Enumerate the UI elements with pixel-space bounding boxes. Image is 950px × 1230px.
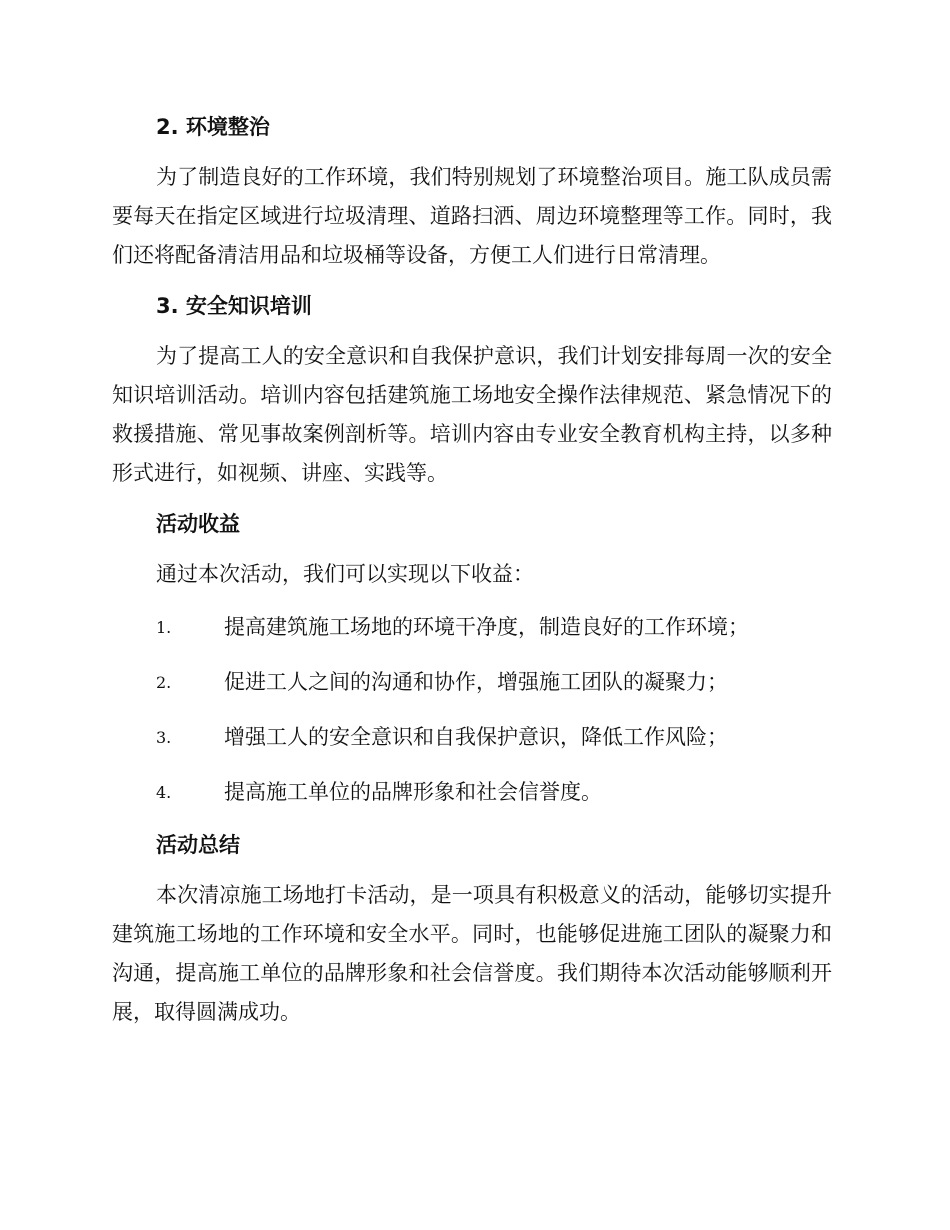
document-page xyxy=(112,110,832,1046)
list-item-text: 提高建筑施工场地的环境干净度，制造良好的工作环境； xyxy=(224,615,749,639)
benefits-list xyxy=(112,608,832,812)
list-item-number: 3. xyxy=(156,728,172,747)
list-item-number: 4. xyxy=(156,783,172,802)
list-item-number: 1. xyxy=(156,618,172,637)
section-heading-safety-training: 3. 安全知识培训 xyxy=(156,294,312,318)
list-item-text: 增强工人的安全意识和自我保护意识，降低工作风险； xyxy=(224,725,728,749)
section-heading-environment: 2. 环境整治 xyxy=(156,115,270,139)
section-paragraph-summary: 本次清凉施工场地打卡活动，是一项具有积极意义的活动，能够切实提升建筑施工场地的工作环境和安全水平。同时，也能够促进施工团队的凝聚力和沟通，提高施工单位的品牌形象和社会信誉度。我们期待本次活动能够顺利开展，取得圆满成功。 xyxy=(112,883,832,1024)
section-heading-summary: 活动总结 xyxy=(156,833,240,857)
list-item xyxy=(112,718,832,757)
list-item-text: 促进工人之间的沟通和协作，增强施工团队的凝聚力； xyxy=(224,670,728,694)
section-paragraph-safety-training: 为了提高工人的安全意识和自我保护意识，我们计划安排每周一次的安全知识培训活动。培训内容包括建筑施工场地安全操作法律规范、紧急情况下的救援措施、常见事故案例剖析等。培训内容由专业安全教育机构主持，以多种形式进行，如视频、讲座、实践等。 xyxy=(112,344,832,485)
list-item xyxy=(112,608,832,647)
list-item xyxy=(112,773,832,812)
list-item-number: 2. xyxy=(156,673,172,692)
section-paragraph-benefits-intro: 通过本次活动，我们可以实现以下收益： xyxy=(156,562,534,586)
section-heading-benefits: 活动收益 xyxy=(156,512,240,536)
list-item-text: 提高施工单位的品牌形象和社会信誉度。 xyxy=(224,780,602,804)
list-item xyxy=(112,663,832,702)
section-paragraph-environment: 为了制造良好的工作环境，我们特别规划了环境整治项目。施工队成员需要每天在指定区域进行垃圾清理、道路扫洒、周边环境整理等工作。同时，我们还将配备清洁用品和垃圾桶等设备，方便工人们进行日常清理。 xyxy=(112,165,832,267)
